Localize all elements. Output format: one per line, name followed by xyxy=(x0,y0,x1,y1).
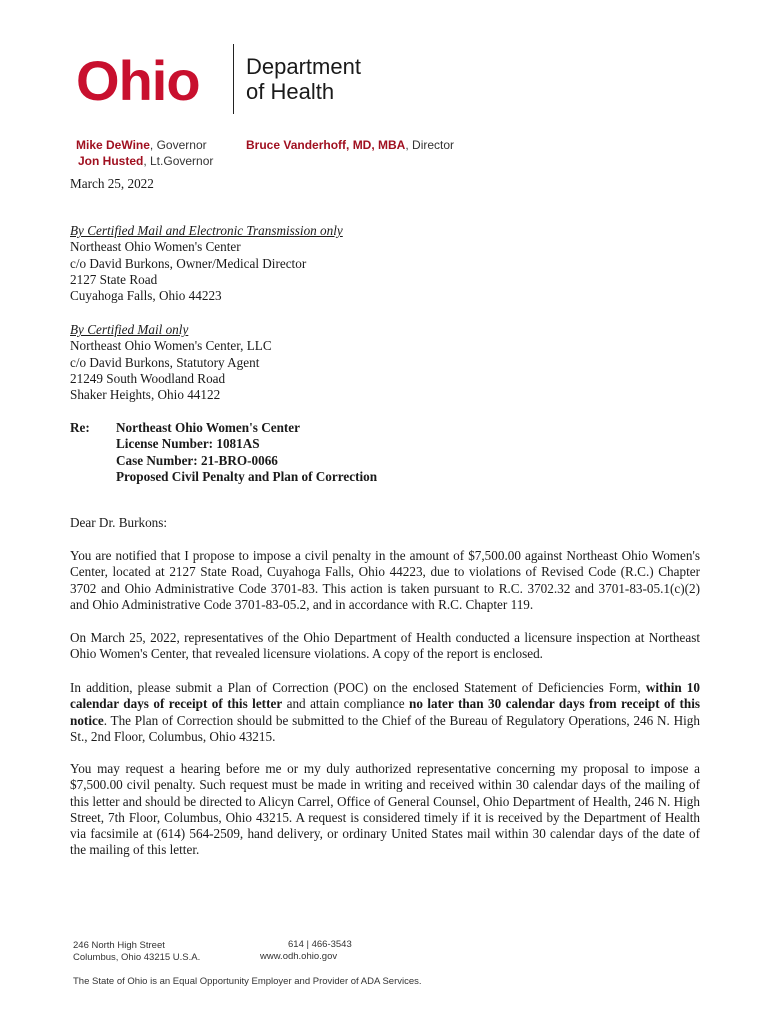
footer-city: Columbus, Ohio 43215 U.S.A. xyxy=(73,952,201,963)
lt-governor-line xyxy=(76,153,236,169)
address-line: Northeast Ohio Women's Center, LLC xyxy=(70,338,272,354)
logo-divider xyxy=(233,44,234,114)
footer-address xyxy=(73,940,243,964)
lt-governor-name: Jon Husted xyxy=(78,154,144,168)
re-line: License Number: 1081AS xyxy=(116,436,260,452)
director-name: Bruce Vanderhoff, MD, MBA xyxy=(246,138,406,152)
address-line: c/o David Burkons, Statutory Agent xyxy=(70,354,260,370)
salutation: Dear Dr. Burkons: xyxy=(70,515,168,530)
address-line: Northeast Ohio Women's Center xyxy=(70,239,241,255)
address-line: 21249 South Woodland Road xyxy=(70,370,226,386)
address-block-1 xyxy=(70,223,490,304)
address-block-2 xyxy=(70,322,490,403)
logo-text: hio xyxy=(118,49,200,112)
governor-title: , Governor xyxy=(149,138,207,152)
ohio-logo xyxy=(76,46,226,116)
paragraph-penalty-notice: You are notified that I propose to impose a civil penalty in the amount of $7,500.00 against Northeast Ohio Women's Center, located at 2127 State Road, Cuyahoga Falls, Ohio 44223, due to violations of Revised Code (R.C.) Chapter 3702 and Ohio Administrative Code 3701-83. This action is taken pursuant to R.C. 3702.32 and 3701-83-05.1(c)(2) and Ohio Administrative Code 3701-83-05.2, and in accordance with R.C. Chapter 119. xyxy=(70,548,700,612)
footer-eeo-statement: The State of Ohio is an Equal Opportunity Employer and Provider of ADA Services. xyxy=(73,976,422,987)
letter-date: March 25, 2022 xyxy=(70,176,154,191)
footer-street: 246 North High Street xyxy=(73,940,165,951)
paragraph-hearing-request: You may request a hearing before me or my duly authorized representative concerning my proposal to impose a $7,500.00 civil penalty. Such request must be made in writing and received within 30 calendar days of the mailing of this letter and should be directed to Alicyn Carrel, Office of General Counsel, Ohio Department of Health, 246 N. High Street, 7th Floor, Columbus, Ohio 43215. A request is considered timely if it is received by the Department of Health via facsimile at (614) 564-2509, hand delivery, or ordinary United States mail within 30 calendar days of the date of the mailing of this letter. xyxy=(70,761,700,858)
re-label: Re: xyxy=(70,420,90,435)
footer-contact xyxy=(260,939,400,963)
department-line-1: Department xyxy=(246,54,361,79)
re-line: Northeast Ohio Women's Center xyxy=(116,420,300,435)
address-line: Cuyahoga Falls, Ohio 44223 xyxy=(70,288,222,304)
governor-line xyxy=(76,137,236,153)
department-line-2: of Health xyxy=(246,79,335,104)
re-line: Case Number: 21-BRO-0066 xyxy=(116,452,278,468)
lt-governor-title: , Lt.Governor xyxy=(143,154,214,168)
address-line: 2127 State Road xyxy=(70,271,158,287)
re-subject xyxy=(116,420,516,485)
poc-text: In addition, please submit a Plan of Correction (POC) on the enclosed Statement of Deficiencies Form, xyxy=(70,680,646,695)
footer-phone: 614 | 466-3543 xyxy=(288,939,352,950)
director-block xyxy=(246,137,506,153)
footer-website-link[interactable]: www.odh.ohio.gov xyxy=(260,951,338,962)
re-line: Proposed Civil Penalty and Plan of Correction xyxy=(116,468,378,484)
address-line: c/o David Burkons, Owner/Medical Director xyxy=(70,255,307,271)
logo-o: O xyxy=(76,49,119,112)
delivery-method-2: By Certified Mail only xyxy=(70,322,189,337)
director-title: , Director xyxy=(405,138,455,152)
governor-name: Mike DeWine xyxy=(76,138,150,152)
address-line: Shaker Heights, Ohio 44122 xyxy=(70,387,221,403)
poc-deadline: within 10 calendar days of receipt of this letter xyxy=(70,680,700,712)
poc-text: and attain compliance xyxy=(282,696,410,712)
paragraph-inspection: On March 25, 2022, representatives of the Ohio Department of Health conducted a licensure inspection at Northeast Ohio Women's Center, that revealed licensure violations. A copy of the report is enclosed. xyxy=(70,630,700,662)
paragraph-plan-of-correction xyxy=(70,680,700,745)
delivery-method-1: By Certified Mail and Electronic Transmission only xyxy=(70,223,343,238)
governor-block xyxy=(76,137,236,169)
department-name xyxy=(246,54,446,104)
compliance-deadline: no later than 30 calendar days from receipt of this notice xyxy=(70,696,700,728)
poc-text: . The Plan of Correction should be submitted to the Chief of the Bureau of Regulatory Operations, 246 N. High St., 2nd Floor, Columbus, Ohio 43215. xyxy=(70,712,700,744)
